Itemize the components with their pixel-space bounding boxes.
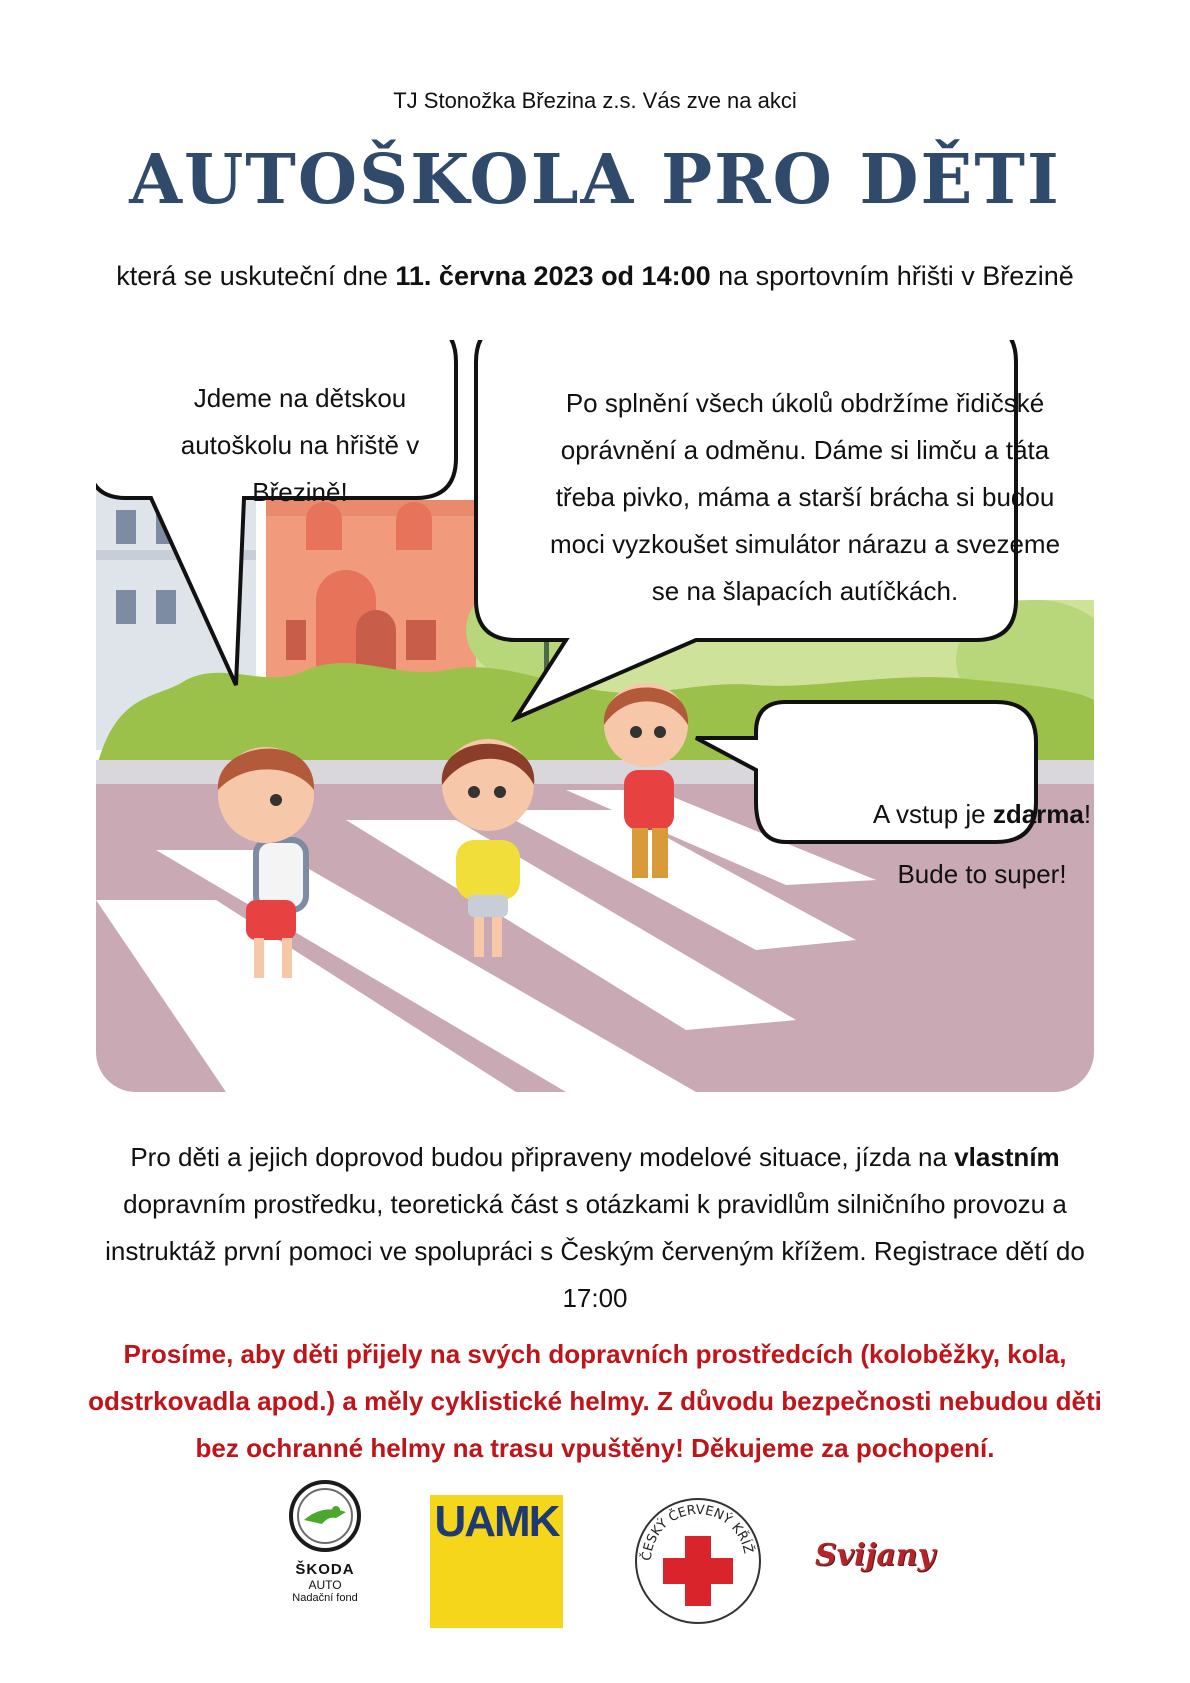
date-prefix: která se uskuteční dne <box>116 261 396 291</box>
skoda-auto: AUTO <box>308 1578 342 1592</box>
svijany-text: Svijany <box>815 1538 936 1573</box>
uamk-text: UAMK <box>434 1497 559 1546</box>
page-title: AUTOŠKOLA PRO DĚTI <box>129 140 1061 220</box>
svijany-logo <box>815 1538 955 1588</box>
skoda-emblem-icon <box>270 1476 380 1556</box>
skoda-foundation: Nadační fond <box>292 1592 358 1604</box>
description-part-2: dopravním prostředku, teoretická část s otázkami k pravidlům silničního provozu a instruktáž první pomoci ve spolupráci s Českým červeným křížem. Registrace dětí do 17:00 <box>105 1189 1085 1313</box>
date-suffix: na sportovním hřišti v Březině <box>710 261 1074 291</box>
speech-bubble-right-text: Po splnění všech úkolů obdržíme řidičské oprávnění a odměnu. Dáme si limču a táta třeba pivko, máma a starší brácha si budou moci vyzkoušet simulátor nárazu a svezeme se na šlapacích autíčkách. <box>549 388 1061 606</box>
free-entry-prefix: A vstup je <box>872 799 993 829</box>
description-part-1: Pro děti a jejich doprovod budou připraveny modelové situace, jízda na <box>130 1142 955 1172</box>
description-paragraph <box>100 1134 1090 1322</box>
free-entry-suffix: ! <box>1083 799 1092 829</box>
event-date-line <box>0 261 1190 292</box>
red-cross-logo <box>633 1496 763 1626</box>
super-line: Bude to super! <box>897 859 1067 889</box>
free-entry-bold: zdarma <box>992 799 1084 829</box>
speech-bubble-left-text: Jdeme na dětskou autoškolu na hřiště v Březině! <box>180 383 420 507</box>
skoda-name: ŠKODA <box>295 1561 355 1578</box>
free-entry-line <box>832 784 1132 844</box>
intro-text: TJ Stonožka Březina z.s. Vás zve na akci <box>393 88 797 113</box>
speech-bubble-small-text <box>832 784 1132 904</box>
helmet-warning: Prosíme, aby děti přijely na svých dopravních prostředcích (koloběžky, kola, odstrkovadla apod.) a měly cyklistické helmy. Z důvodu bezpečnosti nebudou děti bez ochranné helmy na trasu vpuštěny! Děkujeme za pochopení. <box>88 1339 1102 1463</box>
skoda-logo <box>270 1476 380 1636</box>
red-cross-emblem-icon <box>633 1496 763 1626</box>
uamk-logo <box>430 1495 563 1628</box>
event-date: 11. června 2023 od 14:00 <box>395 261 711 291</box>
red-cross-arc-text: ČESKÝ ČERVENÝ KŘÍŽ <box>639 1502 756 1562</box>
description-bold: vlastním <box>954 1142 1060 1172</box>
